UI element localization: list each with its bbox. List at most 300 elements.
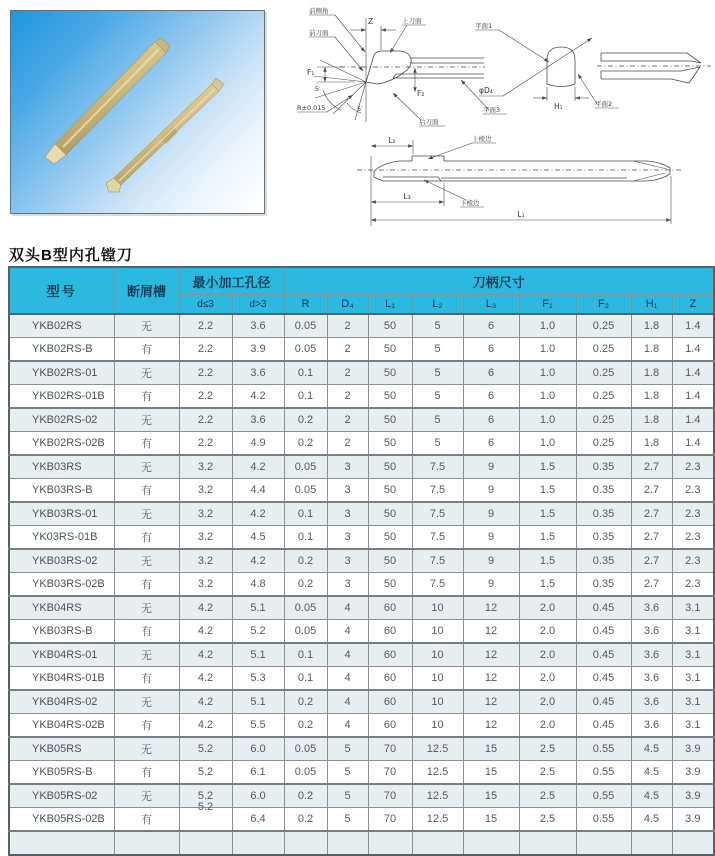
value-cell: 1.8 [631,338,672,362]
boring-tools-photo [11,11,264,213]
value-cell: 6.1 [232,761,284,785]
value-cell: 4.2 [232,455,284,479]
model-cell: YKB04RS-01B [9,667,114,691]
value-cell [114,831,179,855]
value-cell: 2.5 [519,737,576,761]
value-cell: 0.2 [284,784,327,808]
value-cell: 2.5 [519,808,576,832]
value-cell: 4.2 [179,596,232,620]
value-cell: 1.8 [631,385,672,409]
value-cell: 3.1 [672,596,714,620]
value-cell: 有 [114,526,179,550]
table-row [9,620,714,644]
value-cell: 0.25 [576,385,631,409]
value-cell: 5.2 [179,808,232,832]
value-cell: 4.4 [232,479,284,503]
value-cell: 6 [463,314,519,338]
value-cell: 5.3 [232,667,284,691]
value-cell: 0.1 [284,526,327,550]
value-cell [412,831,463,855]
value-cell: 有 [114,808,179,832]
value-cell: 2.2 [179,338,232,362]
value-cell: 有 [114,667,179,691]
value-cell: 0.25 [576,338,631,362]
model-cell: YKB02RS [9,314,114,338]
value-cell: 3.9 [672,761,714,785]
col-header-min-bore: 最小加工孔径 [179,267,284,295]
value-cell: 12 [463,643,519,667]
model-cell: YKB04RS [9,596,114,620]
value-cell: 3.1 [672,620,714,644]
value-cell: 10 [412,714,463,738]
value-cell: 1.5 [519,549,576,573]
value-cell: 0.25 [576,361,631,385]
value-cell: 10 [412,596,463,620]
value-cell: 5.2 [232,620,284,644]
value-cell: 0.2 [284,573,327,597]
value-cell: 2.2 [179,314,232,338]
value-cell: 2.7 [631,573,672,597]
value-cell: 60 [368,620,412,644]
value-cell: 7.5 [412,573,463,597]
value-cell: 3 [327,479,368,503]
label-front-side-angle: 前侧角 [309,7,329,15]
value-cell: 50 [368,479,412,503]
value-cell: 3.1 [672,667,714,691]
model-cell: YKB03RS-B [9,479,114,503]
value-cell: 有 [114,761,179,785]
value-cell: 6.4 [232,808,284,832]
value-cell: 0.2 [284,549,327,573]
value-cell: 50 [368,502,412,526]
value-cell: 10 [412,667,463,691]
value-cell: 7.5 [412,455,463,479]
value-cell: 2 [327,408,368,432]
value-cell: 2.0 [519,690,576,714]
col-subheader-l3: L₃ [463,295,519,315]
label-rear-face: 后刀面 [419,118,439,126]
value-cell: 3.1 [672,690,714,714]
value-cell: 15 [463,737,519,761]
value-cell: 4 [327,643,368,667]
value-cell: 有 [114,479,179,503]
value-cell: 3.6 [631,714,672,738]
cross-section-diagram [475,22,711,111]
value-cell: 0.45 [576,690,631,714]
value-cell: 2 [327,314,368,338]
value-cell: 2.7 [631,526,672,550]
value-cell: 5.2 [179,737,232,761]
value-cell: 5 [412,314,463,338]
value-cell: 6 [463,408,519,432]
value-cell: 0.55 [576,737,631,761]
dim-h1-label: H₁ [554,102,563,111]
value-cell: 0.55 [576,808,631,832]
model-cell: YKB05RS-B [9,761,114,785]
value-cell: 5 [412,338,463,362]
value-cell: 70 [368,808,412,832]
value-cell: 70 [368,784,412,808]
value-cell [179,831,232,855]
table-row [9,502,714,526]
value-cell: 1.4 [672,408,714,432]
value-cell: 6.0 [232,784,284,808]
value-cell: 4.2 [179,690,232,714]
label-upper-edge: 上棱边 [472,135,492,143]
value-cell: 2.0 [519,620,576,644]
value-cell: 无 [114,314,179,338]
value-cell: 15 [463,761,519,785]
value-cell: 有 [114,432,179,456]
value-cell: 4 [327,596,368,620]
value-cell: 2 [327,385,368,409]
angle-5min-label: 5′ [357,105,363,113]
header-row-main [9,267,714,295]
value-cell: 50 [368,361,412,385]
model-cell: YKB03RS-01 [9,502,114,526]
value-cell: 60 [368,643,412,667]
model-cell: YKB05RS [9,737,114,761]
value-cell [576,831,631,855]
value-cell: 0.55 [576,784,631,808]
value-cell: 0.35 [576,549,631,573]
value-cell: 1.0 [519,338,576,362]
value-cell: 3 [327,455,368,479]
value-cell: 无 [114,361,179,385]
value-cell: 7.5 [412,479,463,503]
value-cell: 0.1 [284,502,327,526]
value-cell: 6.0 [232,737,284,761]
value-cell: 7.5 [412,526,463,550]
table-row [9,643,714,667]
value-cell: 3 [327,526,368,550]
value-cell: 0.35 [576,479,631,503]
label-plane3: 平面3 [483,106,501,114]
value-cell: 无 [114,690,179,714]
value-cell: 50 [368,314,412,338]
value-cell: 无 [114,737,179,761]
value-cell: 2.5 [519,784,576,808]
value-cell: 60 [368,667,412,691]
value-cell: 1.4 [672,361,714,385]
value-cell: 5 [327,761,368,785]
value-cell: 无 [114,455,179,479]
value-cell: 4.5 [631,784,672,808]
value-cell: 2.2 [179,385,232,409]
value-cell: 50 [368,338,412,362]
model-cell: YKB02RS-01 [9,361,114,385]
value-cell: 12.5 [412,808,463,832]
value-cell: 0.35 [576,455,631,479]
value-cell: 3.6 [631,596,672,620]
value-cell: 6 [463,338,519,362]
value-cell: 4.5 [631,808,672,832]
value-cell: 60 [368,596,412,620]
tool-length-diagram [357,134,683,226]
value-cell: 无 [114,596,179,620]
table-row [9,549,714,573]
col-subheader-d4: D₄ [327,295,368,315]
value-cell: 0.25 [576,408,631,432]
value-cell: 1.8 [631,432,672,456]
col-subheader-l1: L₁ [368,295,412,315]
value-cell: 12 [463,690,519,714]
value-cell: 3.6 [232,314,284,338]
value-cell: 0.45 [576,620,631,644]
value-cell: 2.7 [631,455,672,479]
value-cell: 2.2 [179,432,232,456]
value-cell: 1.4 [672,314,714,338]
model-cell: YKB03RS [9,455,114,479]
value-cell: 9 [463,526,519,550]
value-cell: 1.5 [519,479,576,503]
value-cell: 2.3 [672,455,714,479]
dim-f1-label: F₁ [307,68,315,77]
value-cell: 12.5 [412,761,463,785]
table-row [9,408,714,432]
value-cell: 4.2 [179,643,232,667]
table-row [9,596,714,620]
value-cell: 0.2 [284,432,327,456]
value-cell: 2 [327,432,368,456]
label-plane1: 平面1 [475,22,493,30]
model-cell: YKB02RS-B [9,338,114,362]
col-subheader-z: Z [672,295,714,315]
value-cell: 3.2 [179,549,232,573]
value-cell: 5.5 [232,714,284,738]
value-cell: 4.2 [232,502,284,526]
dim-z-label: Z [368,17,374,26]
value-cell: 无 [114,408,179,432]
value-cell: 0.45 [576,643,631,667]
value-cell: 2.3 [672,526,714,550]
value-cell: 5 [327,808,368,832]
value-cell: 1.0 [519,432,576,456]
value-cell: 4.9 [232,432,284,456]
value-cell: 0.2 [284,690,327,714]
table-row [9,573,714,597]
table-row [9,831,714,855]
value-cell: 0.2 [284,808,327,832]
value-cell: 2.0 [519,596,576,620]
angle-5min-label: 5′ [315,85,321,93]
value-cell: 12.5 [412,784,463,808]
value-cell: 2.3 [672,549,714,573]
value-cell: 50 [368,526,412,550]
value-cell: 1.4 [672,338,714,362]
col-subheader-l2: L₂ [412,295,463,315]
table-row [9,808,714,832]
value-cell: 3.2 [179,502,232,526]
value-cell: 5.1 [232,596,284,620]
model-cell: YKB04RS-01 [9,643,114,667]
col-header-chip-groove: 断屑槽 [114,267,179,314]
dim-f2-label: F₂ [417,89,425,98]
value-cell: 12.5 [412,737,463,761]
value-cell: 1.5 [519,455,576,479]
value-cell: 1.4 [672,432,714,456]
value-cell: 5 [327,784,368,808]
value-cell: 0.05 [284,737,327,761]
col-subheader-d-le-3: d≤3 [179,295,232,315]
value-cell: 1.0 [519,385,576,409]
value-cell: 0.05 [284,338,327,362]
value-cell [327,831,368,855]
value-cell: 60 [368,714,412,738]
value-cell: 5 [412,385,463,409]
value-cell: 60 [368,690,412,714]
value-cell: 3.1 [672,643,714,667]
value-cell: 0.1 [284,385,327,409]
value-cell: 9 [463,549,519,573]
table-row [9,455,714,479]
value-cell: 4.5 [631,761,672,785]
value-cell: 6 [463,385,519,409]
table-row [9,432,714,456]
technical-diagrams [295,0,715,246]
value-cell: 3.2 [179,526,232,550]
value-cell: 2.7 [631,549,672,573]
value-cell: 50 [368,408,412,432]
value-cell: 1.4 [672,385,714,409]
value-cell: 1.8 [631,314,672,338]
label-plane2: 平面2 [595,100,613,108]
value-cell: 0.25 [576,432,631,456]
value-cell: 3.2 [179,455,232,479]
value-cell: 4.2 [232,385,284,409]
value-cell: 1.0 [519,314,576,338]
value-cell: 有 [114,620,179,644]
value-cell: 4.5 [232,526,284,550]
value-cell [368,831,412,855]
value-cell: 0.1 [284,667,327,691]
value-cell [672,831,714,855]
value-cell: 9 [463,455,519,479]
dim-d4-label: φD₄ [479,86,493,95]
value-cell: 7.5 [412,502,463,526]
value-cell: 0.05 [284,761,327,785]
value-cell: 3.6 [631,667,672,691]
value-cell: 50 [368,455,412,479]
value-cell: 3.9 [672,808,714,832]
model-cell: YKB02RS-01B [9,385,114,409]
model-cell: YKB02RS-02B [9,432,114,456]
table-row [9,479,714,503]
value-cell: 15 [463,784,519,808]
value-cell: 3.9 [672,784,714,808]
page-title: 双头B型内孔镗刀 [9,247,133,264]
value-cell: 1.8 [631,408,672,432]
value-cell: 4.8 [232,573,284,597]
value-cell: 2.3 [672,573,714,597]
col-subheader-f2: F₂ [576,295,631,315]
value-cell: 0.1 [284,643,327,667]
value-cell: 10 [412,620,463,644]
value-cell [519,831,576,855]
value-cell: 1.0 [519,408,576,432]
value-cell: 5 [412,408,463,432]
value-cell: 无 [114,643,179,667]
table-row [9,784,714,808]
value-cell: 4.2 [179,714,232,738]
col-subheader-f1: F₁ [519,295,576,315]
value-cell: 2.5 [519,761,576,785]
value-cell: 0.35 [576,573,631,597]
dim-l1-label: L₁ [517,210,525,219]
model-cell: YK03RS-01B [9,526,114,550]
value-cell: 有 [114,714,179,738]
value-cell: 9 [463,573,519,597]
value-cell: 0.45 [576,667,631,691]
label-front-face: 前刀面 [309,29,329,37]
value-cell: 有 [114,385,179,409]
value-cell: 2.2 [179,361,232,385]
col-subheader-r: R [284,295,327,315]
value-cell: 12 [463,714,519,738]
model-cell: YKB05RS-02 [9,784,114,808]
dim-l2-label: L₂ [388,136,396,145]
value-cell: 2.3 [672,479,714,503]
value-cell: 有 [114,573,179,597]
radius-tolerance-label: R±0.015 [297,104,326,112]
value-cell: 9 [463,502,519,526]
value-cell: 6 [463,361,519,385]
value-cell [631,831,672,855]
value-cell: 5 [327,737,368,761]
value-cell: 5.2 [179,761,232,785]
value-cell: 10 [412,690,463,714]
value-cell: 4 [327,714,368,738]
value-cell: 6 [463,432,519,456]
value-cell: 4 [327,690,368,714]
value-cell [232,831,284,855]
value-cell: 3 [327,573,368,597]
value-cell: 70 [368,737,412,761]
model-cell: YKB03RS-02 [9,549,114,573]
table-row [9,338,714,362]
table-row [9,361,714,385]
value-cell: 2.7 [631,502,672,526]
value-cell: 12 [463,596,519,620]
value-cell: 0.2 [284,714,327,738]
value-cell [284,831,327,855]
value-cell: 5.1 [232,690,284,714]
value-cell: 3.2 [179,573,232,597]
model-cell [9,831,114,855]
value-cell: 4 [327,620,368,644]
value-cell: 0.05 [284,620,327,644]
value-cell: 0.25 [576,314,631,338]
value-cell: 有 [114,338,179,362]
value-cell: 0.05 [284,596,327,620]
value-cell: 3.6 [631,643,672,667]
value-cell: 9 [463,479,519,503]
value-cell: 5 [412,432,463,456]
value-cell: 5 [412,361,463,385]
value-cell: 4 [327,667,368,691]
model-cell: YKB02RS-02 [9,408,114,432]
value-cell: 4.2 [232,549,284,573]
table-body [9,314,714,855]
value-cell: 50 [368,385,412,409]
value-cell: 2.0 [519,667,576,691]
value-cell: 3 [327,549,368,573]
value-cell: 4.2 [179,667,232,691]
value-cell: 2.3 [672,502,714,526]
value-cell: 50 [368,573,412,597]
value-cell: 7.5 [412,549,463,573]
value-cell: 12 [463,620,519,644]
